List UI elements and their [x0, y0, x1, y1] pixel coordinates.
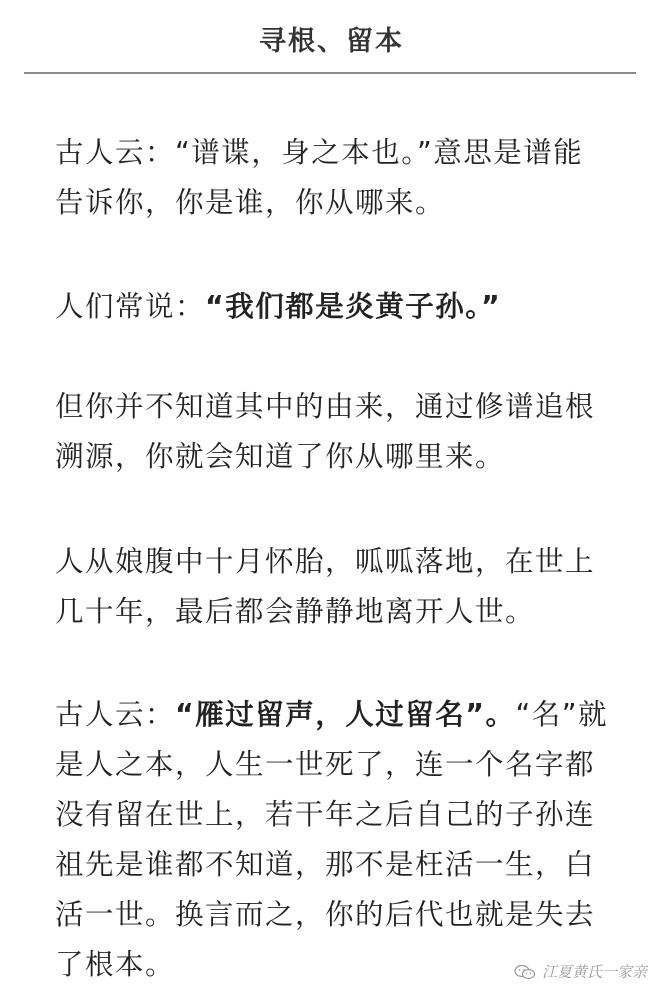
paragraph-5-suffix: “名”就: [515, 698, 609, 731]
paragraph-5-line-3: 没有留在世上，若干年之后自己的子孙连: [55, 798, 596, 831]
paragraph-2: [55, 282, 615, 332]
paragraph-1-line-1: 古人云：“谱谍，身之本也。”意思是谱能: [55, 136, 584, 169]
paragraph-5-line-1: [55, 690, 615, 740]
paragraph-2-line-1: [55, 282, 615, 332]
paragraph-5-line-5: 活一世。换言而之，你的后代也就是失去: [55, 898, 596, 931]
wechat-icon: [514, 964, 536, 980]
paragraph-4-line-2: 几十年，最后都会静静地离开人世。: [55, 595, 536, 628]
paragraph-2-bold-quote: “我们都是炎黄子孙。”: [205, 290, 502, 323]
paragraph-1: [55, 128, 615, 228]
paragraph-1-line-2: 告诉你，你是谁，你从哪来。: [55, 186, 446, 219]
paragraph-2-prefix: 人们常说：: [55, 290, 206, 323]
paragraph-5-line-6: 了根本。: [55, 948, 176, 981]
paragraph-5-line-2: 是人之本，人生一世死了，连一个名字都: [55, 748, 596, 781]
paragraph-3-line-2: 溯源，你就会知道了你从哪里来。: [55, 440, 506, 473]
paragraph-5-line-4: 祖先是谁都不知道，那不是枉活一生，白: [55, 848, 596, 881]
paragraph-4-line-1: 人从娘腹中十月怀胎，呱呱落地，在世上: [55, 545, 596, 578]
article-title: 寻根、留本: [259, 26, 404, 57]
paragraph-5-prefix: 古人云：: [55, 698, 176, 731]
paragraph-3-line-1: 但你并不知道其中的由来，通过修谱追根: [55, 390, 596, 423]
watermark-text: 江夏黄氏一家亲: [541, 963, 647, 981]
paragraph-5: [55, 690, 615, 990]
title-divider: [24, 72, 636, 74]
paragraph-4: [55, 537, 615, 637]
paragraph-5-bold-quote: “雁过留声，人过留名”。: [175, 698, 516, 731]
paragraph-3: [55, 382, 615, 482]
watermark: [514, 961, 647, 982]
